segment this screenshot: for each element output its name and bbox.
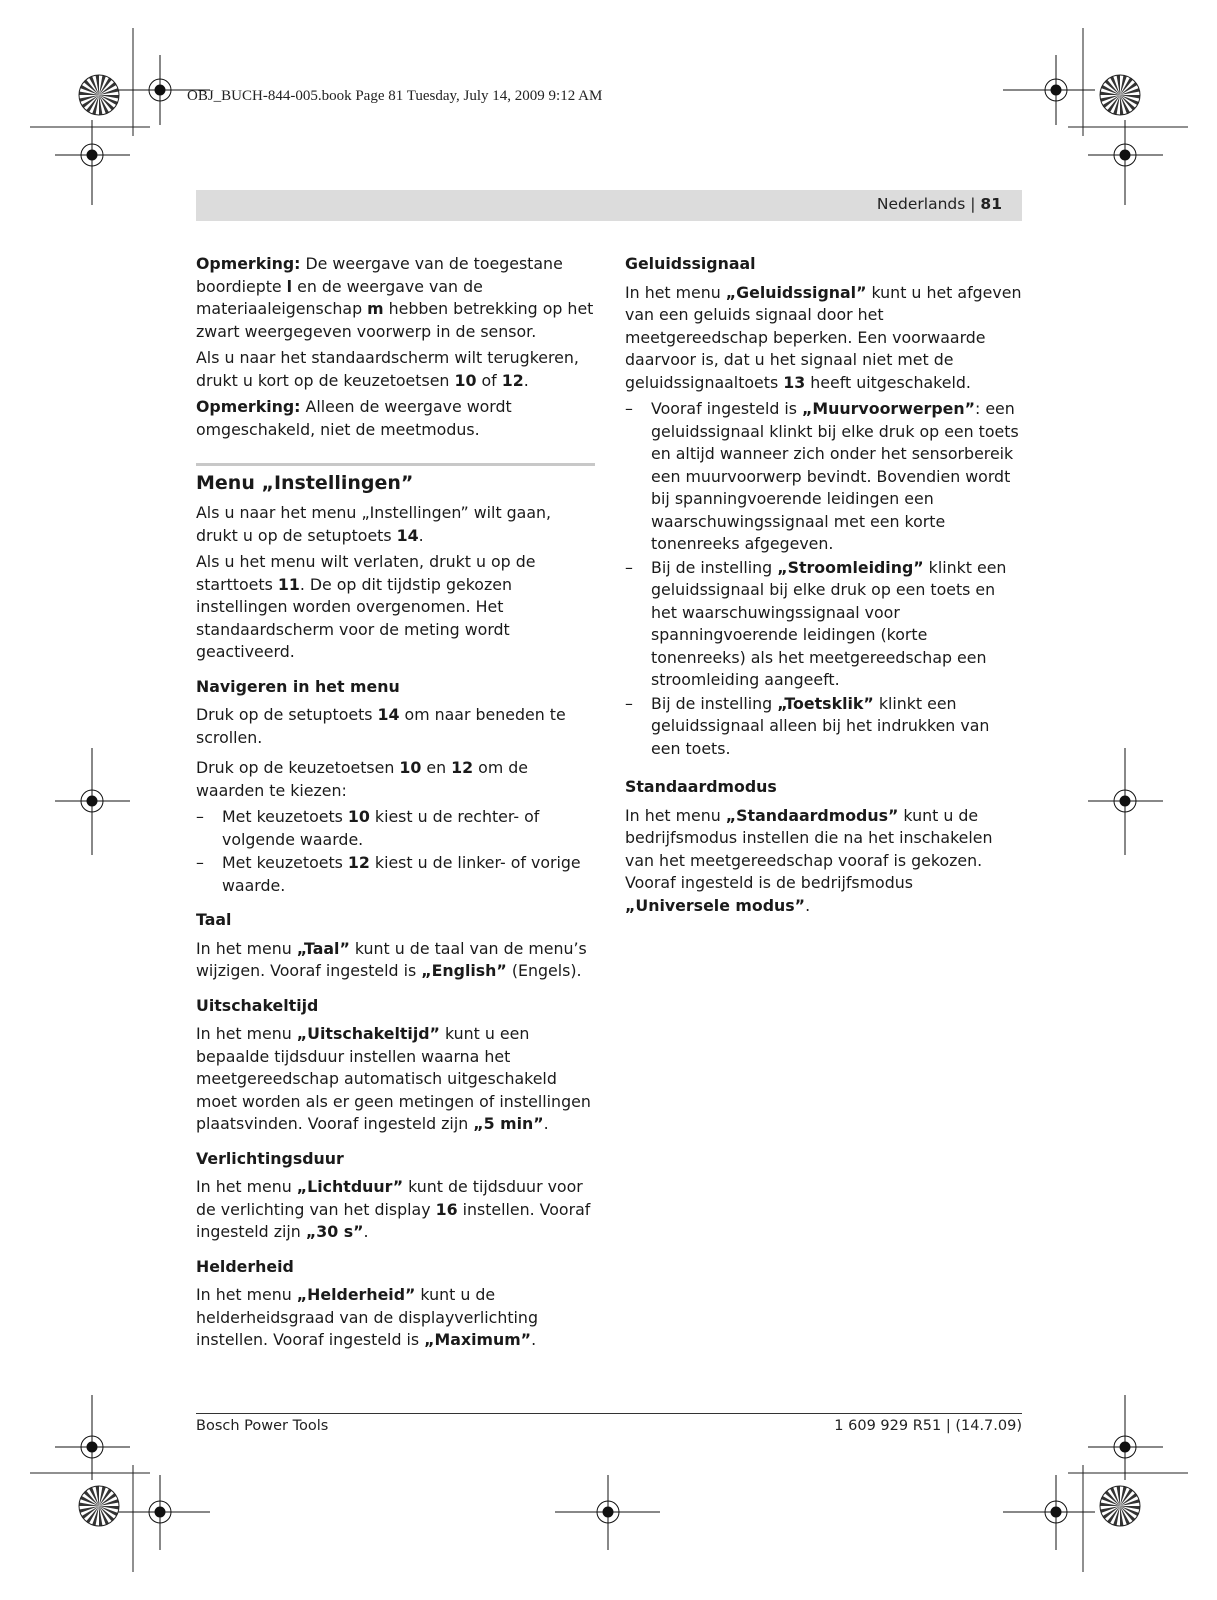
- select-paragraph: Druk op de keuzetoetsen 10 en 12 om de waarden te kiezen:: [196, 758, 528, 800]
- note-paragraph: Opmerking: De weergave van de toegestane boordiepte l en de weergave van de materiaaleigenschap m hebben betrekking op het zwart weergegeven voorwerp in de sensor.: [196, 254, 594, 341]
- subheading-verlichtingsduur: Verlichtingsduur: [196, 1148, 344, 1168]
- menu-enter-paragraph: Als u naar het menu „Instellingen” wilt gaan, drukt u op de setuptoets 14.: [196, 503, 552, 545]
- header-separator: |: [970, 195, 976, 213]
- list-item: – Vooraf ingesteld is „Muurvoorwerpen”: een geluidssignaal klinkt bij elke druk op een toets en altijd wanneer zich onder het sensorbereik een muurvoorwerp bevindt. Bovendien wordt bij spanningvoerende leidingen een waarschuwingssignaal met een korte tonenreeks afgegeven.: [625, 399, 1019, 553]
- page-header-band: [196, 190, 1022, 221]
- page-number: 81: [980, 195, 1002, 213]
- subheading-uitschakeltijd: Uitschakeltijd: [196, 995, 319, 1015]
- geluid-list: [625, 398, 1022, 760]
- left-column: [196, 253, 595, 1356]
- footer-publisher: Bosch Power Tools: [196, 1418, 329, 1434]
- section-rule: [196, 463, 595, 466]
- return-paragraph: Als u naar het standaardscherm wilt terugkeren, drukt u kort op de keuzetoetsen 10 of 12.: [196, 348, 579, 390]
- menu-exit-paragraph: Als u het menu wilt verlaten, drukt u op de starttoets 11. De op dit tijdstip gekozen instellingen worden overgenomen. Het standaardscherm voor de meting wordt geactiveerd.: [196, 552, 536, 661]
- nav-list: [196, 806, 595, 897]
- subheading-navigeren: Navigeren in het menu: [196, 676, 400, 696]
- starburst-target-icon: [79, 75, 119, 115]
- starburst-target-icon: [1100, 1486, 1140, 1526]
- section-heading-menu-instellingen: Menu „Instellingen”: [196, 472, 414, 494]
- list-item: – Bij de instelling „Toetsklik” klinkt een geluidssignaal alleen bij het indrukken van een toets.: [625, 693, 990, 758]
- subheading-geluidssignaal: Geluidssignaal: [625, 254, 756, 273]
- right-column: [625, 253, 1022, 921]
- footer-rule: [196, 1413, 1022, 1414]
- starburst-target-icon: [79, 1486, 119, 1526]
- subheading-standaardmodus: Standaardmodus: [625, 777, 777, 796]
- verlichtingsduur-paragraph: In het menu „Lichtduur” kunt de tijdsduur voor de verlichting van het display 16 instellen. Vooraf ingesteld zijn „30 s”.: [196, 1177, 591, 1241]
- subheading-taal: Taal: [196, 910, 232, 929]
- list-item: – Bij de instelling „Stroomleiding” klinkt een geluidssignaal bij elke druk op een toets en het waarschuwingssignaal voor spanningvoerende leidingen (korte tonenreeks) als het meetgereedschap een stroomleiding aangeeft.: [625, 557, 1007, 689]
- book-file-info: OBJ_BUCH-844-005.book Page 81 Tuesday, July 14, 2009 9:12 AM: [187, 88, 603, 104]
- scroll-paragraph: Druk op de setuptoets 14 om naar beneden te scrollen.: [196, 705, 566, 747]
- uitschakeltijd-paragraph: In het menu „Uitschakeltijd” kunt u een bepaalde tijdsduur instellen waarna het meetgereedschap automatisch uitgeschakeld moet worden als er geen metingen of instellingen plaatsvinden. Vooraf ingesteld zijn „5 min”.: [196, 1024, 591, 1133]
- page-header: [877, 195, 1002, 213]
- note-paragraph-2: Opmerking: Alleen de weergave wordt omgeschakeld, niet de meetmodus.: [196, 397, 512, 439]
- helderheid-paragraph: In het menu „Helderheid” kunt u de helderheidsgraad van de displayverlichting instellen. Vooraf ingesteld is „Maximum”.: [196, 1285, 538, 1349]
- footer-doc-number: 1 609 929 R51 | (14.7.09): [834, 1418, 1022, 1434]
- list-item: – Met keuzetoets 12 kiest u de linker- of vorige waarde.: [196, 853, 581, 895]
- standaardmodus-paragraph: In het menu „Standaardmodus” kunt u de bedrijfsmodus instellen die na het inschakelen van het meetgereedschap vooraf is gekozen. Vooraf ingesteld is de bedrijfsmodus „Universele modus”.: [625, 805, 993, 915]
- starburst-target-icon: [1100, 75, 1140, 115]
- subheading-helderheid: Helderheid: [196, 1256, 294, 1276]
- header-language: Nederlands: [876, 195, 966, 213]
- list-item: – Met keuzetoets 10 kiest u de rechter- of volgende waarde.: [196, 807, 540, 849]
- taal-paragraph: In het menu „Taal” kunt u de taal van de menu’s wijzigen. Vooraf ingesteld is „English” (Engels).: [196, 938, 587, 980]
- geluidssignaal-paragraph: In het menu „Geluidssignal” kunt u het afgeven van een geluids signaal door het meetgereedschap beperken. Een voorwaarde daarvoor is, dat u het signaal niet met de geluidssignaaltoets 13 heeft uitgeschakeld.: [625, 282, 1022, 392]
